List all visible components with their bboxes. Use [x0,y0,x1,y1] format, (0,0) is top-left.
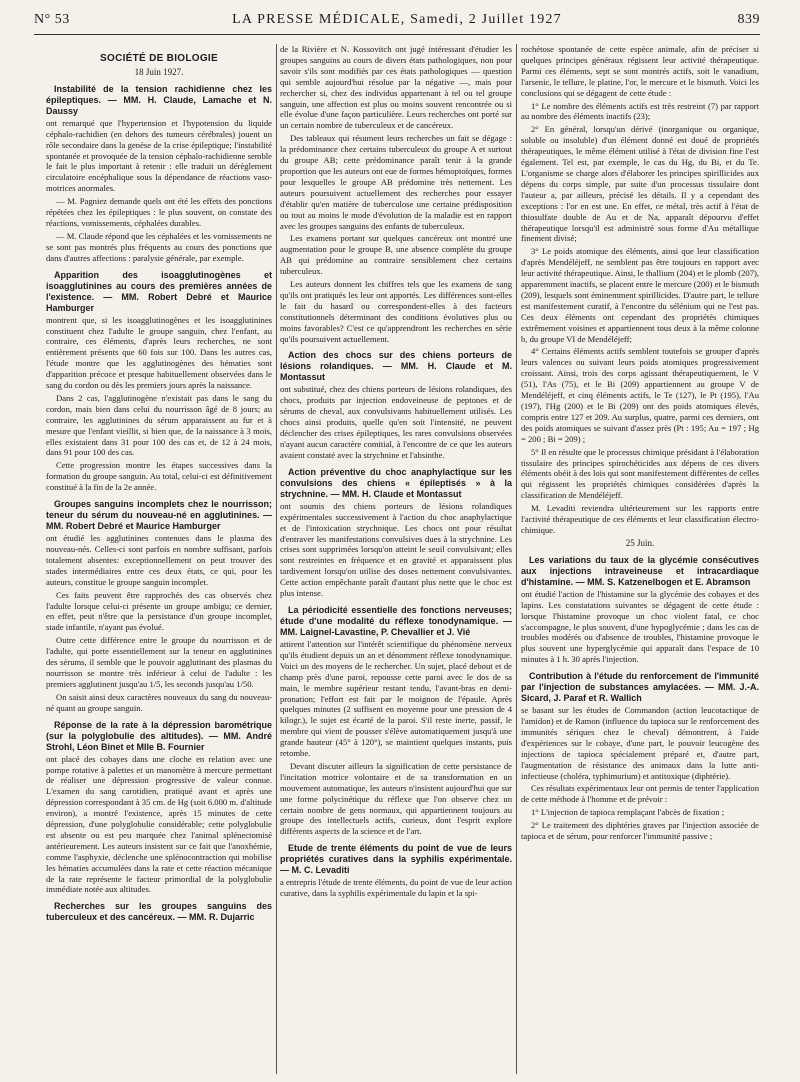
column-middle [280,44,512,1074]
paragraph: ont remarqué que l'hypertension et l'hypotension du liquide céphalo-rachidien (en dehors des tumeurs cérébrales) jouent un rôle secondaire dans la genèse de la crise épileptique; l'instabilité spontanée et provoquée de la tension céphalo-rachidienne semble le fait le plus important à retenir : elle traduit un dérèglement circulatoire encéphalique sous la dépendance de réactions vaso-motrices anormales. [46,117,272,194]
article-heading: La périodicité essentielle des fonctions nerveuses; étude d'une modalité du réflexe tonodynamique. — MM. Laignel-Lavastine, P. Chevallier et J. Vié [280,604,512,637]
paragraph: — M. Pagniez demande quels ont été les effets des ponctions répétées chez les épileptiques : le plus souvent, on constate des réactions, vomissements, céphalées durables. [46,196,272,228]
running-header [34,10,760,32]
article-heading: Etude de trente éléments du point de vue de leurs propriétés curatives dans la syphilis expérimentale. — M. C. Levaditi [280,843,512,876]
header-rule [34,34,760,35]
article-heading: Apparition des isoagglutinogènes et isoagglutinines au cours des premières années de l'existence. — MM. Robert Debré et Maurice Hamburger [46,269,272,313]
article-heading: Action préventive du choc anaphylactique sur les convulsions des chiens « épileptisés » à la strychnine. — MM. H. Claude et Montassut [280,466,512,499]
paragraph: Ces résultats expérimentaux leur ont permis de tenter l'application de cette méthode à l'homme et de prévoir : [521,783,759,805]
article-heading: Contribution à l'étude du renforcement de l'immunité par l'injection de substances amylacées. — MM. J.-A. Sicard, J. Paraf et R. Wallich [521,671,759,704]
column-divider [276,44,277,1074]
article-heading: Action des chocs sur des chiens porteurs de lésions rolandiques. — MM. H. Claude et M. Montassut [280,350,512,383]
paragraph: Devant discuter ailleurs la signification de cette persistance de l'incitation motrice volontaire et de sa transformation en un mouvement automatique, les auteurs n'insistent aujourd'hui que sur une forme polycinétique du réflexe que l'on observe chez un certain nombre de gens normaux, qui appartiennent toujours au groupe des intellectuels actifs, curieux, dont l'esprit explore différents aspects de la science et de l'art. [280,760,512,837]
paragraph: 4° Certains éléments actifs semblent toutefois se grouper d'après leurs valences ou suivant leurs poids atomiques progressivement croissant. Ainsi, trois des corps agissant thérapeutiquement, le V (51), l'As (75), et le Bi (209) appartiennent au groupe V de Mendéléjeff, et cinq éléments actifs, le Te (127), le Pt (195), l'Au (197), l'Hg (200) et le Bi (209) ont des poids atomiques élevés, compris entre 127 et 209. Au surplus, quatre, parmi ces derniers, ont des poids atomiques se suivant d'assez près (Pt : 195; Au = 197 ; Hg = 200 ; Bi = 209) ; [521,346,759,444]
paragraph: ont étudié les agglutinines contenues dans le plasma des nouveau-nés. Celles-ci sont parfois en nombre suffisant, parfois totalement absentes: exceptionnellement on peut trouver des stades intermédiaires entre ces deux états, ce qui, pour les auteurs, constitue le groupe sanguin incomplet. [46,533,272,587]
paragraph: ont placé des cobayes dans une cloche en relation avec une pompe rotative à palettes et un manomètre à mercure permettant de réaliser une dépression progressive de valeur connue. L'examen du sang carotidien, pratiqué avant et après une dépression correspondant à 35 cm. de Hg (soit 6.000 m. d'altitude environ), a montré l'existence, après 15 minutes de cette dépression, d'une polyglobulie considérable; cette polyglobulie est absente ou est peu marquée chez l'animal splénectomisé antérieurement. Les auteurs insistent sur ce fait que l'anoxhémie, comme l'asphyxie, déclenche une splénocontraction qui mobilise les hématies accumulées dans la rate et cette réaction mécanique de la rate représente le facteur primordial de la polyglobulie immédiate notée aux altitudes. [46,753,272,895]
journal-title: LA PRESSE MÉDICALE, Samedi, 2 Juillet 1927 [232,12,562,27]
issue-number: N° 53 [34,12,70,27]
paragraph: — M. Claude répond que les céphalées et les vomissements ne se sont pas montrés plus fréquents au cours des ponctions que dans d'autres affections : paralysie générale, par exemple. [46,230,272,263]
session-date: 25 Juin. [625,537,655,548]
paragraph: ont substitué, chez des chiens porteurs de lésions rolandiques, des chocs, produits par injection endoveineuse de peptones et de sérums de cheval, aux convulsivants habituellement utilisés. Les chocs ainsi produits, quelle qu'en soit l'intensité, ne peuvent déclencher des crises épileptiques, les rares convulsions observées n'ayant aucun caractère comitial, à l'encontre de ce que les auteurs avaient constaté avec la strychnine et l'absinthe. [280,384,512,460]
paragraph: 3° Le poids atomique des éléments, ainsi que leur classification d'après Mendéléjeff, ne semblent pas être toujours en rapport avec leur activité thérapeutique. Ainsi, le thallium (204) et le plomb (207), apparemment inactifs, se placent entre le mercure (200) et le bismuth (209), lesquels sont éminemment spirillicides. D'autre part, le tellure est manifestement curatif, à l'encontre du sélénium qui ne l'est pas. Ces deux éléments ont cependant des propriétés chimiques extrêmement voisines et appartiennent tous deux à la même colonne b, du groupe VI de Mendéléjeff; [521,246,759,344]
paragraph: Ces faits peuvent être rapprochés des cas observés chez l'adulte lorsque celui-ci présente un groupe ambigu; ce dernier, en effet, peut n'être que la persistance d'un groupe incomplet, stade infantile, n'ayant pas évolué. [46,589,272,633]
paragraph: 2° Le traitement des diphtéries graves par l'injection associée de tapioca et de sérum, pour renforcer l'immunité passive ; [521,820,759,842]
paragraph: M. Levaditi reviendra ultérieurement sur les rapports entre l'activité thérapeutique de ces éléments et leur classification électro-chimique. [521,503,759,535]
paragraph: Les examens portant sur quelques cancéreux ont montré une augmentation pour le groupe B, une absence complète du groupe AB qui prédomine au contraire sensiblement chez certains tuberculeux. [280,233,512,277]
paragraph: ont soumis des chiens porteurs de lésions rolandiques expérimentales successivement à l'action du choc anaphylactique et de l'intoxication strychnique. Les chocs ont pour résultat d'entraver les manifestations convulsives dues à la strychnine. Les crises sont supprimées lorsqu'on atteint le seuil convulsivant; elles sont restreintes en fréquence et en gravité et apparaissent plus tardivement lorsqu'on utilise des doses nettement convulsivantes. Cette action empêchante paraît d'autant plus nette que le choc est plus intense. [280,500,512,599]
paragraph: Cette progression montre les étapes successives dans la formation du groupe sanguin. Au total, celui-ci est définitivement constitué à la fin de la 2e année. [46,460,272,493]
article-heading: Instabilité de la tension rachidienne chez les épileptiques. — MM. H. Claude, Lamache et N. Daussy [46,83,272,116]
session-date: 18 Juin 1927. [134,66,184,77]
paragraph: montrent que, si les isoagglutinogènes et les isoagglutinines constituent chez l'adulte le groupe sanguin, chez l'enfant, au contraire, ces éléments, d'après leurs recherches, ne sont entièrement présents que 60 fois sur 100. Dans les autres cas, l'étude montre que les agglutinogènes des hématies sont d'apparition précoce et presque habituellement observées dans le sang du cordon ou dès les premiers jours après la naissance. [46,314,272,391]
column-right [521,44,759,1074]
column-left [46,44,272,1074]
paragraph: 1° L'injection de tapioca remplaçant l'abcès de fixation ; [531,807,725,818]
paragraph: Outre cette différence entre le groupe du nourrisson et de l'adulte, qui porte essentiellement sur la teneur en agglutinines des sérums, il semble que le pouvoir agglutinant des plasmas du nourrisson se montre très inférieur à celui de l'adulte : les premiers agglutinent jusqu'au 1/5, les seconds jusqu'au 1/50. [46,635,272,689]
paragraph: de la Rivière et N. Kossovitch ont jugé intéressant d'étudier les groupes sanguins au cours de divers états pathologiques, non pour savoir s'ils sont modifiés par ces états pathologiques — question qui semble aujourd'hui résolue par la négative —, mais pour rechercher si, chez des individus appartenant à tel ou tel groupe sanguin, une affection est plus ou moins souvent rencontrée ou si elle évolue d'une façon particulière. Leurs recherches ont porté sur un certain nombre de tuberculeux et de cancéreux. [280,44,512,131]
column-divider [516,44,517,1074]
paragraph: a entrepris l'étude de trente éléments, du point de vue de leur action curative, dans la syphilis expérimentale du lapin et la spi- [280,877,512,899]
article-heading: Les variations du taux de la glycémie consécutives aux injections intraveineuse et intracardiaque d'histamine. — MM. S. Katzenelbogen et E. Abramson [521,554,759,587]
paragraph: 2° En général, lorsqu'un dérivé (inorganique ou organique, soluble ou insoluble) d'un élément donné est doué de propriétés thérapeutiques, le même élément utilisé à l'état de division fine l'est également. Tel est, par exemple, le cas du Hg, du Bi, et du Te. L'organisme se charge alors d'élaborer les principes spirillicides aux dépens du corps simple, par suite d'un processus tissulaire dont l'auteur a, par ailleurs, précisé les détails. Il y a cependant des exceptions : l'or en est une. En effet, ce métal, très actif à l'état de thiosulfate double de Au et de Na, apparaît dépourvu d'effet thérapeutique lorsqu'il est administré sous forme d'Au métallique finement divisé; [521,124,759,244]
paragraph: attirent l'attention sur l'intérêt scientifique du phénomène nerveux qu'ils étudient depuis un an et dénomment réflexe tonodynamique. Voici un des moyens de le rechercher. Un sujet, placé debout et de champ près d'une paroi, repousse cette paroi avec le dos de sa main, le membre supérieur restant tendu, l'avant-bras en demi-pronation; l'effort est fait par le moignon de l'épaule. Après quelques minutes (2 suffisent en moyenne pour une pression de 4 kilogr.), le sujet est écarté de la paroi. S'il reste inerte, passif, le membre qui vient de pousser s'élève automatiquement jusqu'à une grande hauteur (45° à 120°), se maintient quelques instants, puis retombe. [280,638,512,759]
paragraph: ont étudié l'action de l'histamine sur la glycémie des cobayes et des lapins. Les constatations suivantes se dégagent de cette étude : lorsque l'histamine provoque un choc violent fatal, ce choc s'accompagne, le plus souvent, d'une hypoglycémie ; dans les cas de troubles modérés ou d'absence de troubles, l'histamine provoque le plus souvent une hyperglycémie qui apparaît dans l'espace de 10 minutes à 1 h. 30 après l'injection. [521,588,759,665]
page-number: 839 [737,12,760,27]
paragraph: se basant sur les études de Commandon (action leucotactique de l'amidon) et de Ramon (influence du tapioca sur le renforcement des immunités sériques chez le cheval) démontrent, à l'aide d'expériences sur le cobaye, d'une part, le pouvoir leucogène des injections de tapioca spécialement préparé et, d'autre part, l'augmentation de résistance des animaux dans la lutte anti-infectieuse (choléra, typhimurium) et antitoxique (diphtérie). [521,705,759,781]
paragraph: Des tableaux qui résument leurs recherches un fait se dégage : la prédominance chez certains tuberculeux du groupe A et surtout du groupe AB; cette prédominance paraît tenir à la grande proportion que les auteurs ont eue de formes hémoptoïques, formes pour lesquelles le groupe AB prédomine très nettement. Les auteurs poursuivent actuellement des recherches pour essayer d'établir qu'en matière de tuberculose une certaine prédisposition ou tout au moins le mode d'évolution de la maladie est en rapport avec les groupes sanguins des enfants de tuberculeux. [280,133,512,231]
paragraph: On saisit ainsi deux caractères nouveaux du sang du nouveau-né quant au groupe sanguin. [46,691,272,713]
paragraph: Dans 2 cas, l'agglutinogène n'existait pas dans le sang du cordon, mais bien dans celui du nourrisson âgé de 8 jours; au contraire, les agglutinines du sérum apparaissent au fur et à mesure que l'enfant vieillit, si bien que, de la naissance à 3 mois, elles existaient dans 31 pour 100 des cas et, de 12 à 24 mois, dans 91 pour 100 des cas. [46,392,272,458]
article-heading: Groupes sanguins incomplets chez le nourrisson; teneur du sérum du nouveau-né en agglutinines. — MM. Robert Debré et Maurice Hamburger [46,499,272,532]
paragraph: 5° Il en résulte que le processus chimique présidant à l'élaboration tissulaire des principes spirochéticides aux dépens de ces divers éléments obéit à des lois qui sont manifestement différentes de celles qui régissent les propriétés chimiques considérées d'après la classification de Mendéléjeff. [521,446,759,501]
article-heading: Recherches sur les groupes sanguins des tuberculeux et des cancéreux. — MM. R. Dujarric [46,901,272,923]
paragraph: Les auteurs donnent les chiffres tels que les examens de sang qu'ils ont pratiqués les leur ont apportés. Les différences sont-elles le fait du hasard ou correspondent-elles à des facteurs constitutionnels déterminant des conditions évolutives plus ou moins favorables? C'est ce qu'apprendront les recherches en série qu'ils poursuivent actuellement. [280,279,512,344]
article-heading: Réponse de la rate à la dépression barométrique (sur la polyglobulie des altitudes). — MM. André Strohl, Léon Binet et Mlle B. Fournier [46,719,272,752]
paragraph: 1° Le nombre des éléments actifs est très restreint (7) par rapport au nombre des éléments inactifs (23); [521,100,759,122]
paragraph: rochétose spontanée de cette espèce animale, afin de préciser si quelques principes généraux régissent leur activité thérapeutique. Parmi ces éléments, sept se sont montrés actifs, soit le vanadium, l'arsenic, le tellure, le platine, l'or, le mercure et le bismuth. Voici les conclusions qui se dégagent de cette étude : [521,44,759,98]
section-title: SOCIÉTÉ DE BIOLOGIE [100,53,218,64]
